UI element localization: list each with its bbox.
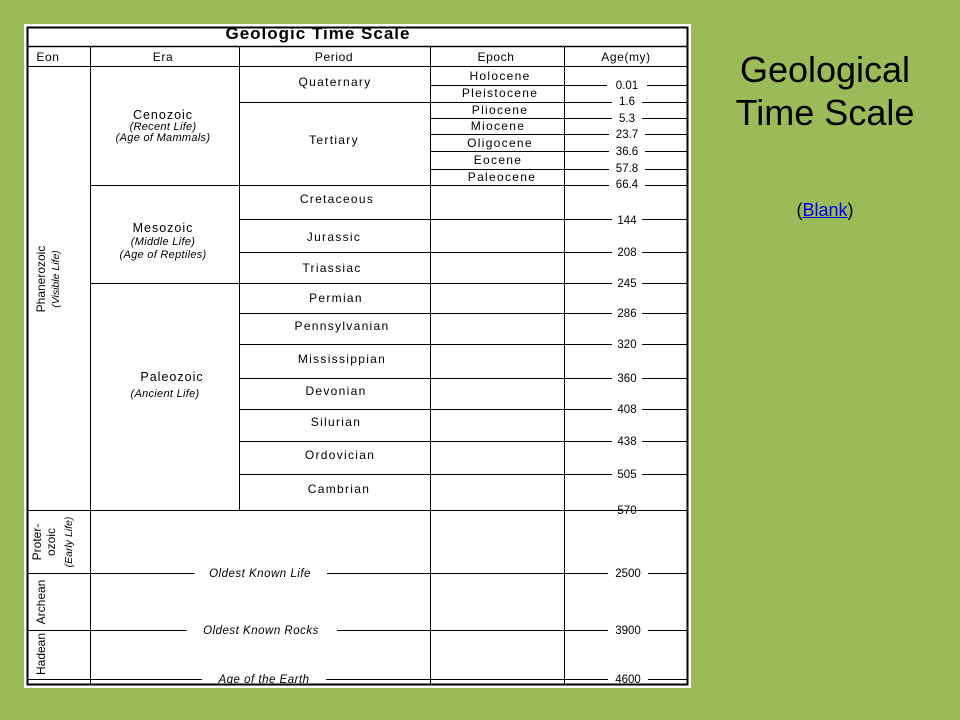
blank-link-line (705, 200, 945, 221)
figure-title: Geologic Time Scale (225, 24, 411, 43)
period-label: Ordovician (304, 448, 376, 462)
period-label: Mississippian (297, 352, 387, 366)
period-label: Permian (309, 291, 363, 305)
age-label: 570 (617, 505, 637, 517)
era-paleozoic-note: (Ancient Life) (130, 388, 200, 400)
age-label: 408 (617, 404, 637, 416)
age-label: 66.4 (615, 179, 639, 191)
period-label: Tertiary (309, 133, 359, 147)
age-label: 3900 (615, 625, 641, 637)
age-label: 360 (617, 373, 637, 385)
age-label: 505 (617, 469, 637, 481)
eon-proterozoic: Proter- (30, 523, 44, 561)
epoch-label: Miocene (470, 119, 526, 133)
marker-oldest-rocks: Oldest Known Rocks (203, 625, 319, 637)
link-open-paren: ( (796, 200, 803, 220)
marker-oldest-life: Oldest Known Life (209, 568, 311, 580)
epoch-label: Oligocene (467, 136, 533, 150)
period-label: Cambrian (307, 482, 371, 496)
epoch-label: Holocene (469, 69, 531, 83)
marker-age-earth: Age of the Earth (218, 674, 310, 686)
period-label: Devonian (305, 384, 367, 398)
slide-title-line: Time Scale (735, 92, 915, 134)
age-label: 36.6 (615, 146, 639, 158)
header-era: Era (152, 50, 174, 64)
eon-archean: Archean (34, 579, 48, 625)
age-label: 4600 (615, 674, 641, 686)
era-cenozoic-note: (Recent Life) (129, 121, 197, 133)
period-label: Triassiac (302, 261, 362, 275)
era-mesozoic-note: (Middle Life) (130, 236, 196, 248)
slide-title-line: Geological (739, 49, 911, 90)
blank-link[interactable]: Blank (802, 200, 848, 220)
age-label: 320 (617, 339, 637, 351)
header-eon: Eon (36, 50, 60, 64)
era-mesozoic: Mesozoic (132, 221, 194, 235)
eon-proterozoic-note: (Early Life) (63, 516, 75, 568)
header-period: Period (314, 50, 354, 64)
eon-proterozoic: ozoic (44, 527, 58, 557)
age-label: 23.7 (615, 129, 639, 141)
age-label: 5.3 (619, 113, 635, 125)
age-label: 144 (617, 215, 637, 227)
eon-hadean: Hadean (34, 632, 48, 676)
era-mesozoic-note: (Age of Reptiles) (119, 249, 207, 261)
geologic-time-scale-figure (24, 24, 691, 688)
age-label: 1.6 (619, 96, 635, 108)
era-cenozoic: Cenozoic (132, 108, 194, 122)
period-label: Pennsylvanian (294, 319, 390, 333)
header-age: Age(my) (601, 50, 651, 64)
epoch-label: Eocene (473, 153, 523, 167)
eon-phanerozoic-note: (Visible Life) (50, 250, 62, 308)
age-label: 2500 (615, 568, 641, 580)
age-label: 208 (617, 247, 637, 259)
epoch-label: Pleistocene (461, 86, 539, 100)
period-label: Cretaceous (299, 192, 375, 206)
period-label: Silurian (310, 415, 362, 429)
age-label: 245 (617, 278, 637, 290)
age-label: 0.01 (615, 80, 639, 92)
eon-phanerozoic: Phanerozoic (34, 245, 48, 313)
link-close-paren: ) (847, 200, 854, 220)
header-epoch: Epoch (477, 50, 515, 64)
era-cenozoic-note: (Age of Mammals) (115, 132, 211, 144)
period-label: Quaternary (298, 75, 372, 89)
age-label: 438 (617, 436, 637, 448)
age-label: 286 (617, 308, 637, 320)
epoch-label: Paleocene (467, 170, 537, 184)
age-label: 57.8 (615, 163, 639, 175)
era-paleozoic: Paleozoic (140, 370, 204, 384)
slide-title (705, 48, 945, 134)
epoch-label: Pliocene (471, 103, 529, 117)
period-label: Jurassic (306, 230, 362, 244)
